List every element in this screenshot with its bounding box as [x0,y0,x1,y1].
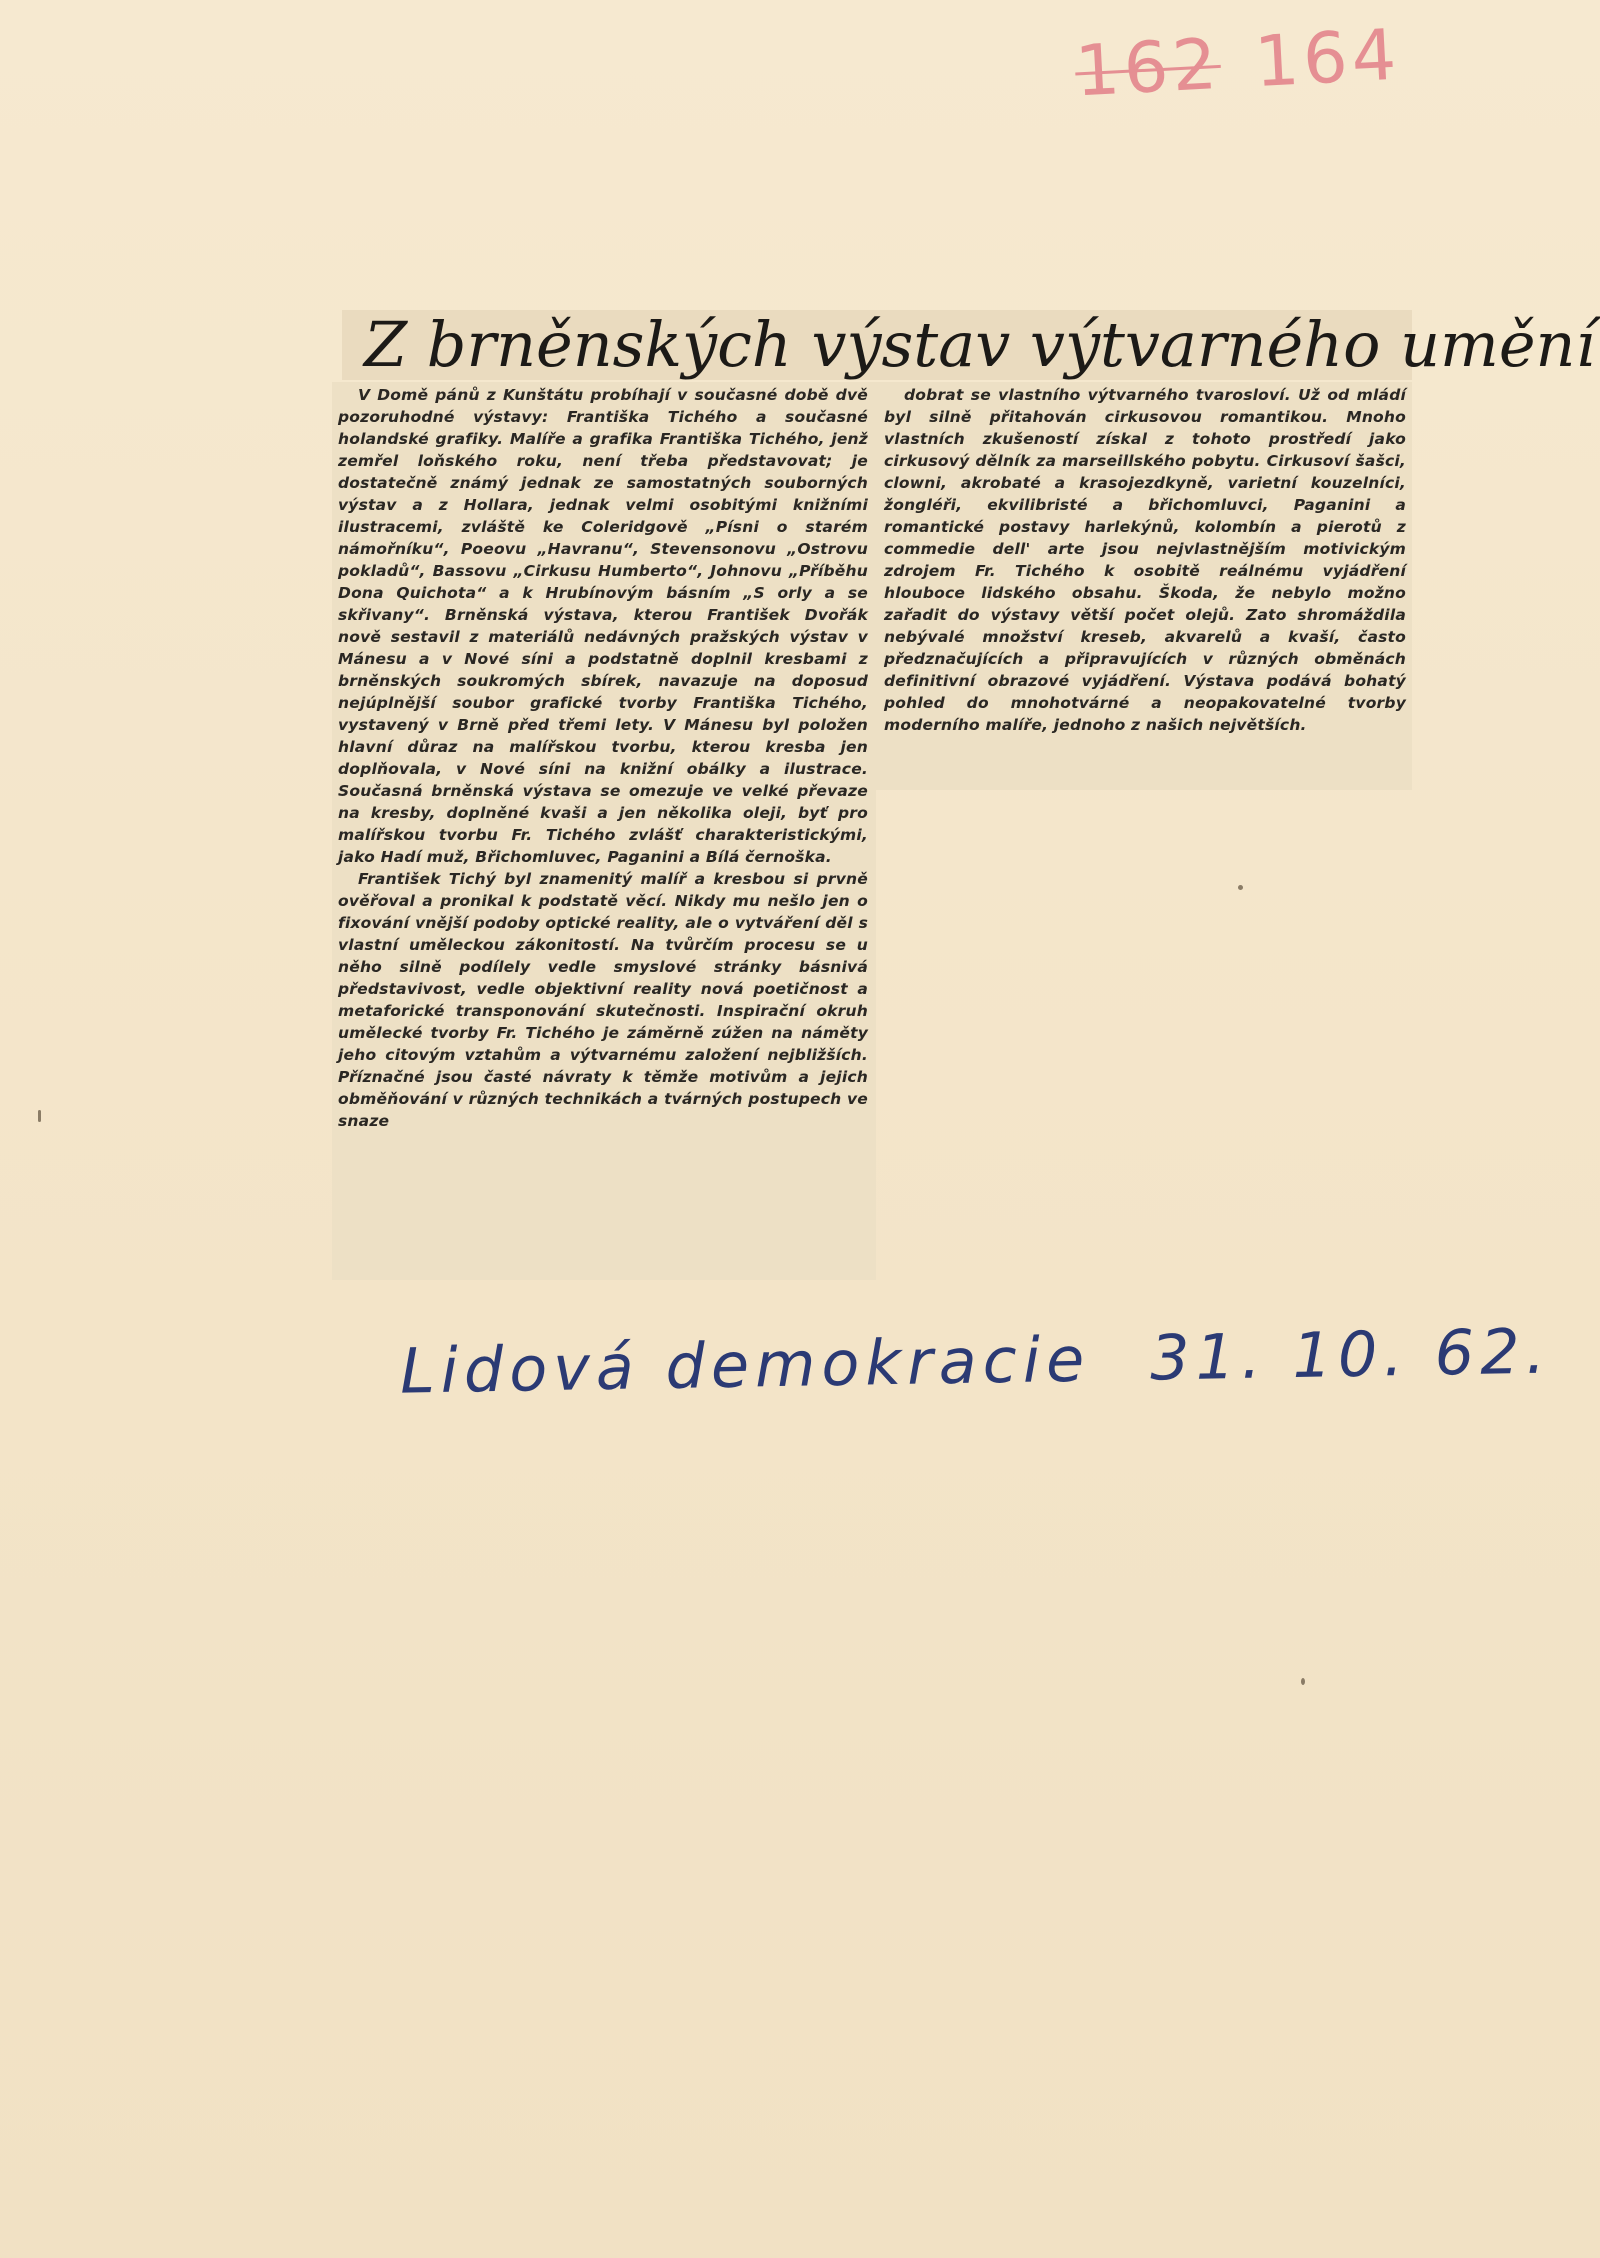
article-paragraph: dobrat se vlastního výtvarného tvarosloví. Už od mládí byl silně přitahován cirkusovou romantikou. Mnoho vlastních zkušeností získal z tohoto prostředí jako cirkusový dělník za marseillského pobytu. Cirkusoví šašci, clowni, akrobaté a krasojezdkyně, varietní kouzelníci, žongléři, ekvilibristé a břichomluvci, Paganini a romantické postavy harlekýnů, kolombín a pierotů z commedie dell' arte jsou nejvlastnějším motivickým zdrojem Fr. Tichého k osobitě reálnému vyjádření hlouboce lidského obsahu. Škoda, že nebylo možno zařadit do výstavy větší počet olejů. Zato shromáždila nebývalé množství kreseb, akvarelů a kvaší, často předznačujících a připravujících v různých obměnách definitivní obrazové vyjádření. Výstava podává bohatý pohled do mnohotvárné a neopakovatelné tvorby moderního malíře, jednoho z našich největších. [884,386,1406,734]
paper-speck [38,1110,41,1122]
paper-speck [1301,1678,1305,1685]
article-column-left [332,382,876,1280]
handwritten-source-note [399,1314,1552,1408]
source-date: 31. 10. 62. [1149,1314,1552,1395]
paper-speck [1238,885,1243,890]
source-publication: Lidová demokracie [399,1322,1091,1408]
crossed-out-number: 162 [1073,22,1223,113]
archive-number [1073,14,1402,113]
article-paragraph: František Tichý byl znamenitý malíř a kresbou si prvně ověřoval a pronikal k podstatě věcí. Nikdy mu nešlo jen o fixování vnější podoby optické reality, ale o vytváření děl s vlastní uměleckou zákonitostí. Na tvůrčím procesu se u něho silně podílely vedle smyslové stránky básnivá představivost, vedle objektivní reality nová poetičnost a metaforické transponování skutečnosti. Inspirační okruh umělecké tvorby Fr. Tichého je záměrně zúžen na náměty jeho citovým vztahům a výtvarnému založení nejbližších. Příznačné jsou časté návraty k těmže motivům a jejich obměňování v různých technikách a tvárných postupech ve snaze [338,870,868,1130]
article-title: Z brněnských výstav výtvarného umění [364,308,1596,381]
clipping-header [342,308,1596,381]
article-column-right [876,382,1412,790]
newspaper-clipping [332,308,1596,1280]
current-number: 164 [1252,13,1403,104]
article-paragraph: V Domě pánů z Kunštátu probíhají v současné době dvě pozoruhodné výstavy: Františka Tichého a současné holandské grafiky. Malíře a grafika Františka Tichého, jenž zemřel loňského roku, není třeba představovat; je dostatečně známý jednak ze samostatných souborných výstav a z Hollara, jednak velmi osobitými knižními ilustracemi, zvláště ke Coleridgově „Písni o starém námořníku“, Poeovu „Havranu“, Stevensonovu „Ostrovu pokladů“, Bassovu „Cirkusu Humberto“, Johnovu „Příběhu Dona Quichota“ a k Hrubínovým básním „S orly a se skřivany“. Brněnská výstava, kterou František Dvořák nově sestavil z materiálů nedávných pražských výstav v Mánesu a v Nové síni a podstatně doplnil kresbami z brněnských soukromých sbírek, navazuje na doposud nejúplnější soubor grafické tvorby Františka Tichého, vystavený v Brně před třemi lety. V Mánesu byl položen hlavní důraz na malířskou tvorbu, kterou kresba jen doplňovala, v Nové síni na knižní obálky a ilustrace. Současná brněnská výstava se omezuje ve velké převaze na kresby, doplněné kvaši a jen několika oleji, byť pro malířskou tvorbu Fr. Tichého zvlášť charakteristickými, jako Hadí muž, Břichomluvec, Paganini a Bílá černoška. [338,386,868,866]
